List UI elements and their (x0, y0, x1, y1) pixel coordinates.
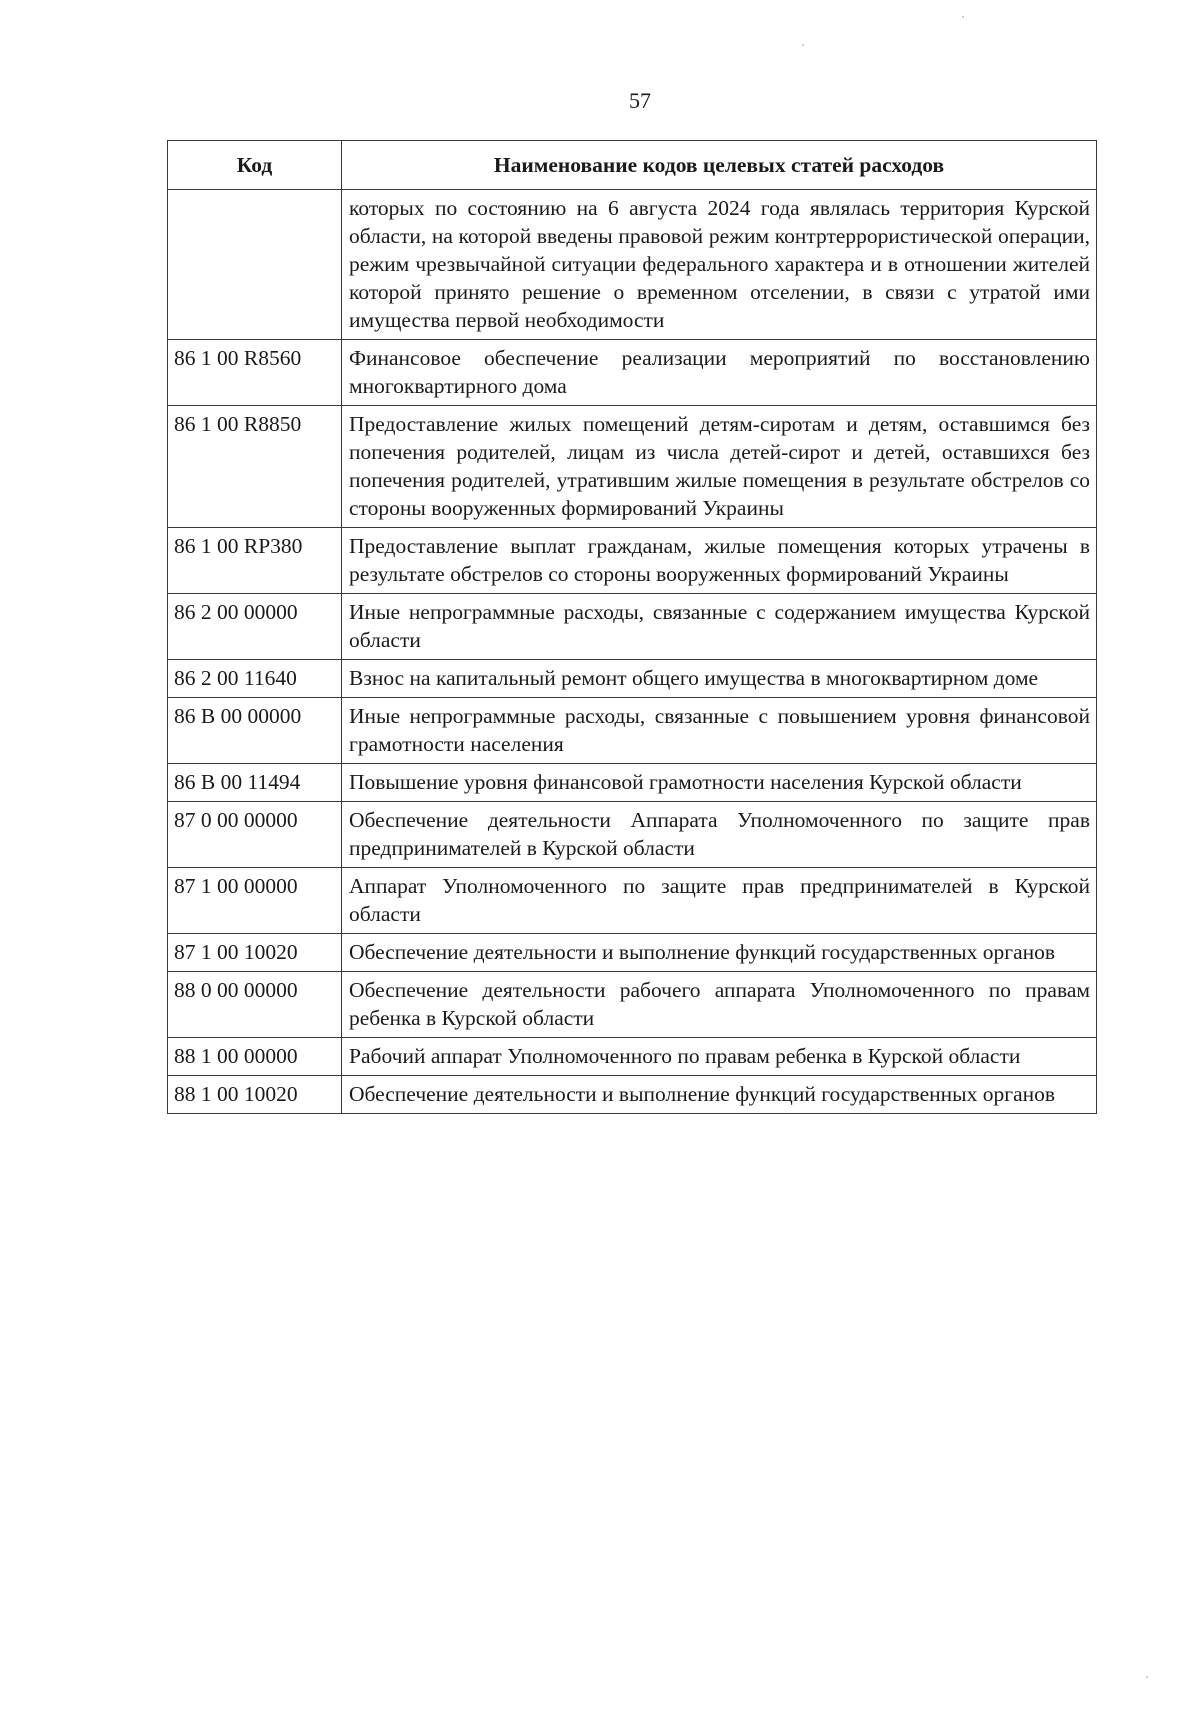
table-row (168, 1038, 1097, 1076)
page-number: 57 (629, 88, 651, 113)
table-row (168, 406, 1097, 528)
table-header-row (168, 141, 1097, 190)
row-name: Предоставление выплат гражданам, жилые помещения которых утрачены в результате обстрелов со стороны вооруженных формирований Украины (342, 528, 1097, 594)
table-row (168, 698, 1097, 764)
row-name: Финансовое обеспечение реализации мероприятий по восстановлению многоквартирного дома (342, 340, 1097, 406)
row-name: Взнос на капитальный ремонт общего имущества в многоквартирном доме (342, 660, 1097, 698)
table-row (168, 802, 1097, 868)
table-row (168, 764, 1097, 802)
table-row (168, 1076, 1097, 1114)
row-code: 86 1 00 R8560 (168, 340, 342, 406)
row-code: 86 В 00 11494 (168, 764, 342, 802)
row-code: 86 2 00 11640 (168, 660, 342, 698)
row-code: 86 2 00 00000 (168, 594, 342, 660)
row-name: Повышение уровня финансовой грамотности населения Курской области (342, 764, 1097, 802)
row-name: Иные непрограммные расходы, связанные с содержанием имущества Курской области (342, 594, 1097, 660)
row-name: Обеспечение деятельности и выполнение функций государственных органов (342, 1076, 1097, 1114)
row-code: 86 1 00 R8850 (168, 406, 342, 528)
row-name: Обеспечение деятельности Аппарата Уполномоченного по защите прав предпринимателей в Курской области (342, 802, 1097, 868)
row-name: Обеспечение деятельности и выполнение функций государственных органов (342, 934, 1097, 972)
table-row (168, 660, 1097, 698)
scan-speck (802, 44, 804, 46)
header-code: Код (168, 141, 342, 190)
row-code: 87 0 00 00000 (168, 802, 342, 868)
scan-speck (1146, 1676, 1148, 1678)
row-code: 87 1 00 10020 (168, 934, 342, 972)
row-code (168, 190, 342, 340)
row-code: 86 1 00 RP380 (168, 528, 342, 594)
target-expense-codes-table (167, 140, 1097, 1114)
scan-speck (962, 16, 964, 18)
row-code: 88 1 00 10020 (168, 1076, 342, 1114)
header-name: Наименование кодов целевых статей расходов (342, 141, 1097, 190)
table-row (168, 868, 1097, 934)
row-code: 88 1 00 00000 (168, 1038, 342, 1076)
row-name: Иные непрограммные расходы, связанные с повышением уровня финансовой грамотности населения (342, 698, 1097, 764)
row-code: 88 0 00 00000 (168, 972, 342, 1038)
table-row (168, 190, 1097, 340)
table-row (168, 340, 1097, 406)
table-row (168, 528, 1097, 594)
row-name: которых по состоянию на 6 августа 2024 года являлась территория Курской области, на которой введены правовой режим контртеррористической операции, режим чрезвычайной ситуации федерального характера и в отношении жителей которой принято решение о временном отселении, в связи с утратой ими имущества первой необходимости (342, 190, 1097, 340)
row-code: 87 1 00 00000 (168, 868, 342, 934)
row-code: 86 В 00 00000 (168, 698, 342, 764)
row-name: Аппарат Уполномоченного по защите прав предпринимателей в Курской области (342, 868, 1097, 934)
row-name: Предоставление жилых помещений детям-сиротам и детям, оставшимся без попечения родителей, лицам из числа детей-сирот и детей, оставшихся без попечения родителей, утратившим жилые помещения в результате обстрелов со стороны вооруженных формирований Украины (342, 406, 1097, 528)
table-row (168, 934, 1097, 972)
row-name: Рабочий аппарат Уполномоченного по правам ребенка в Курской области (342, 1038, 1097, 1076)
row-name: Обеспечение деятельности рабочего аппарата Уполномоченного по правам ребенка в Курской области (342, 972, 1097, 1038)
table-row (168, 972, 1097, 1038)
table-row (168, 594, 1097, 660)
